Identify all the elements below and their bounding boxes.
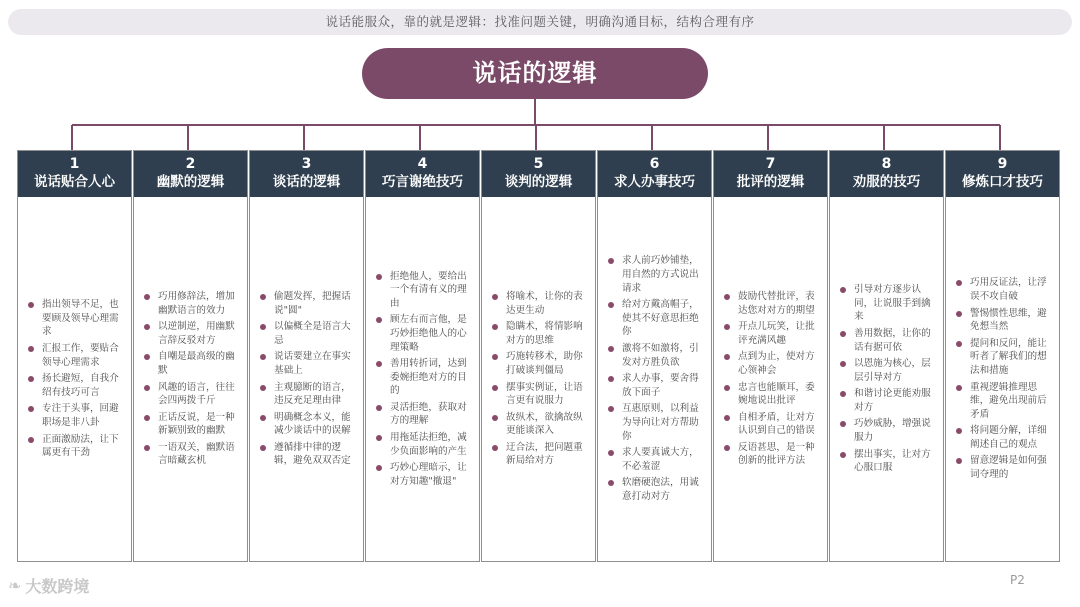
bullet-dot-icon [492, 324, 498, 330]
list-item-text: 以恩施为核心，层层引导对方 [854, 358, 931, 383]
list-item [258, 350, 357, 377]
bullet-dot-icon [376, 361, 382, 367]
bullet-dot-icon [724, 354, 730, 360]
bullet-dot-icon [840, 361, 846, 367]
bullet-dot-icon [260, 324, 266, 330]
list-item [954, 381, 1053, 422]
list-item-text: 巧用修辞法，增加幽默语言的效力 [158, 290, 235, 316]
column-header [482, 151, 595, 197]
bullet-dot-icon [724, 445, 730, 451]
column-number: 6 [649, 156, 660, 172]
list-item-text: 激将不如激将，引发对方胜负欲 [622, 343, 699, 368]
column-header [18, 151, 131, 197]
list-item-text: 顾左右而言他，是巧妙拒绝他人的心理策略 [390, 314, 467, 353]
list-item-text: 指出领导不足，也要顾及领导心理需求 [42, 299, 119, 338]
list-item [26, 402, 125, 429]
list-item [606, 446, 705, 473]
column-title: 说话贴合人心 [34, 174, 115, 190]
list-item-text: 隐瞒术，将情影响对方的思维 [506, 321, 583, 346]
list-item [954, 454, 1053, 481]
column-header [946, 151, 1059, 197]
list-item [838, 357, 937, 384]
list-item-text: 灵活拒绝，获取对方的理解 [390, 401, 467, 427]
bullet-dot-icon [956, 341, 962, 347]
list-item-text: 忠言也能顺耳，委婉地说出批评 [738, 381, 815, 407]
bullet-dot-icon [376, 317, 382, 323]
list-item-text: 一语双关，幽默语言暗藏玄机 [158, 441, 235, 467]
column-title: 批评的逻辑 [736, 174, 805, 190]
list-item [490, 381, 589, 408]
bullet-dot-icon [840, 391, 846, 397]
list-item-text: 反语甚思，是一种创新的批评方法 [738, 441, 815, 467]
list-item [606, 342, 705, 369]
list-item [954, 276, 1053, 303]
column-header [598, 151, 711, 197]
list-item-text: 求人办事，要舍得放下面子 [622, 373, 699, 398]
bullet-dot-icon [608, 346, 614, 352]
list-item [606, 402, 705, 443]
column-title: 巧言谢绝技巧 [382, 174, 463, 190]
column-6 [597, 150, 712, 562]
list-item-text: 将问题分解，详细阐述自己的观点 [970, 425, 1047, 450]
list-item-text: 扬长避短，自我介绍有技巧可言 [42, 373, 119, 398]
bullet-list [606, 254, 705, 503]
column-body [714, 197, 827, 561]
column-7 [713, 150, 828, 562]
list-item [490, 320, 589, 347]
bullet-list [258, 290, 357, 468]
bullet-dot-icon [376, 465, 382, 471]
list-item [606, 298, 705, 339]
list-item-text: 点到为止，使对方心领神会 [738, 351, 815, 376]
bullet-dot-icon [956, 280, 962, 286]
bullet-dot-icon [376, 274, 382, 280]
column-9 [945, 150, 1060, 562]
list-item-text: 软磨硬泡法，用诚意打动对方 [622, 477, 699, 502]
bullet-list [374, 270, 473, 489]
bullet-dot-icon [144, 385, 150, 391]
list-item [142, 350, 241, 377]
list-item-text: 拒绝他人，要给出一个有清有义的理由 [390, 270, 467, 309]
list-item [954, 307, 1053, 334]
list-item [606, 476, 705, 503]
list-item [722, 350, 821, 377]
bullet-dot-icon [28, 302, 34, 308]
list-item [142, 320, 241, 347]
bullet-dot-icon [608, 406, 614, 412]
list-item [954, 424, 1053, 451]
bullet-dot-icon [724, 415, 730, 421]
bullet-dot-icon [724, 385, 730, 391]
bullet-dot-icon [144, 294, 150, 300]
bullet-list [26, 298, 125, 460]
list-item [838, 417, 937, 444]
bullet-dot-icon [840, 421, 846, 427]
list-item-text: 巧妙威胁，增强说服力 [854, 418, 931, 444]
bullet-list [722, 290, 821, 468]
list-item [722, 381, 821, 408]
list-item-text: 巧施转移术，助你打破谈判僵局 [506, 351, 583, 376]
page-number: P2 [1010, 573, 1025, 587]
list-item [26, 298, 125, 339]
list-item [258, 290, 357, 317]
list-item [142, 411, 241, 438]
column-number: 7 [765, 156, 776, 172]
column-number: 2 [185, 156, 196, 172]
logo-mark-icon: ❧ [8, 576, 22, 595]
column-number: 4 [417, 156, 428, 172]
column-header [366, 151, 479, 197]
list-item [142, 441, 241, 468]
bullet-dot-icon [956, 458, 962, 464]
bullet-dot-icon [28, 437, 34, 443]
column-header [714, 151, 827, 197]
column-body [18, 197, 131, 561]
list-item-text: 风趣的语言，往往会四两拨千斤 [158, 381, 235, 407]
list-item-text: 摆事实例证，让语言更有说服力 [506, 381, 583, 407]
column-title: 修炼口才技巧 [962, 174, 1043, 190]
column-header [250, 151, 363, 197]
bullet-dot-icon [492, 415, 498, 421]
column-number: 5 [533, 156, 544, 172]
list-item [490, 411, 589, 438]
column-body [946, 197, 1059, 561]
list-item-text: 引导对方逐步认同，让说服手到擒来 [854, 284, 931, 323]
list-item-text: 求人要真诚大方，不必羞涩 [622, 447, 699, 472]
bullet-list [954, 276, 1053, 481]
column-body [598, 197, 711, 561]
list-item-text: 明确概念本义，能减少谈话中的误解 [274, 411, 351, 437]
column-2 [133, 150, 248, 562]
column-number: 9 [997, 156, 1008, 172]
column-1 [17, 150, 132, 562]
list-item [838, 327, 937, 354]
bullet-dot-icon [260, 294, 266, 300]
bullet-dot-icon [840, 287, 846, 293]
column-3 [249, 150, 364, 562]
bullet-dot-icon [28, 376, 34, 382]
column-body [366, 197, 479, 561]
bullet-dot-icon [28, 406, 34, 412]
list-item-text: 故纵术，欲擒故纵更能谈深入 [506, 411, 583, 437]
column-number: 3 [301, 156, 312, 172]
list-item [722, 290, 821, 317]
bullet-dot-icon [144, 415, 150, 421]
bullet-dot-icon [492, 385, 498, 391]
list-item [258, 320, 357, 347]
list-item-text: 说话要建立在事实基础上 [274, 351, 351, 376]
bullet-dot-icon [956, 428, 962, 434]
column-title: 劝服的技巧 [852, 174, 921, 190]
bullet-dot-icon [260, 354, 266, 360]
bullet-dot-icon [144, 445, 150, 451]
list-item [722, 441, 821, 468]
list-item-text: 将喻术，让你的表达更生动 [506, 290, 583, 316]
list-item-text: 重视逻辑推理思维，避免出现前后矛盾 [970, 381, 1047, 420]
bullet-dot-icon [608, 302, 614, 308]
list-item [142, 290, 241, 317]
list-item [606, 372, 705, 399]
logo-text: 大数跨境 [25, 577, 90, 596]
bullet-dot-icon [956, 385, 962, 391]
list-item-text: 遵循排中律的逻辑，避免双双否定 [274, 441, 351, 467]
list-item-text: 以逆制逆，用幽默言辞反驳对方 [158, 321, 235, 346]
list-item [258, 441, 357, 468]
list-item-text: 摆出事实，让对方心服口服 [854, 448, 931, 474]
bullet-dot-icon [956, 311, 962, 317]
bullet-list [142, 290, 241, 468]
list-item [374, 270, 473, 311]
column-title: 谈判的逻辑 [504, 174, 573, 190]
list-item [142, 381, 241, 408]
column-header [830, 151, 943, 197]
column-title: 求人办事技巧 [614, 174, 695, 190]
bullet-dot-icon [144, 324, 150, 330]
column-body [830, 197, 943, 561]
bullet-dot-icon [260, 415, 266, 421]
list-item [490, 441, 589, 468]
bullet-dot-icon [608, 376, 614, 382]
column-body [482, 197, 595, 561]
list-item-text: 给对方戴高帽子，使其不好意思拒绝你 [622, 299, 699, 338]
list-item [838, 283, 937, 324]
list-item-text: 主观臆断的语言，违反充足理由律 [274, 381, 351, 407]
list-item [722, 411, 821, 438]
list-item-text: 留意逻辑是如何强词夺理的 [970, 455, 1047, 481]
list-item-text: 迂合法，把问题重新局给对方 [506, 441, 583, 467]
bullet-dot-icon [492, 445, 498, 451]
bullet-dot-icon [492, 294, 498, 300]
bullet-dot-icon [608, 480, 614, 486]
column-title: 幽默的逻辑 [156, 174, 225, 190]
list-item [374, 313, 473, 354]
list-item-text: 巧用反证法，让浮误不攻自破 [970, 277, 1047, 302]
bullet-dot-icon [28, 346, 34, 352]
bullet-dot-icon [376, 435, 382, 441]
list-item-text: 自相矛盾，让对方认识到自己的错误 [738, 411, 815, 437]
list-item-text: 偷题发挥，把握话说"圆" [274, 290, 351, 316]
column-number: 8 [881, 156, 892, 172]
bullet-dot-icon [376, 405, 382, 411]
column-body [134, 197, 247, 561]
bullet-dot-icon [260, 445, 266, 451]
list-item-text: 善用转折词，达到委婉拒绝对方的目的 [390, 358, 467, 397]
list-item-text: 求人前巧妙铺垫，用自然的方式说出请求 [622, 255, 699, 294]
list-item [374, 431, 473, 458]
bullet-list [838, 283, 937, 475]
list-item [838, 448, 937, 475]
list-item [374, 401, 473, 428]
brand-logo [8, 574, 89, 597]
list-item-text: 巧妙心理暗示，让对方知趣"撤退" [390, 462, 467, 487]
list-item-text: 专注于头事，回避职场是非八卦 [42, 403, 119, 428]
list-item-text: 善用数据，让你的话有据可依 [854, 327, 931, 353]
bullet-dot-icon [144, 354, 150, 360]
column-number: 1 [69, 156, 80, 172]
list-item [954, 337, 1053, 378]
main-title: 说话的逻辑 [362, 48, 708, 99]
column-body [250, 197, 363, 561]
list-item-text: 自嘲是最高级的幽默 [158, 351, 235, 376]
list-item [490, 350, 589, 377]
list-item [722, 320, 821, 347]
column-8 [829, 150, 944, 562]
list-item-text: 用拖延法拒绝，减少负面影响的产生 [390, 432, 467, 457]
list-item [26, 372, 125, 399]
column-title: 谈话的逻辑 [272, 174, 341, 190]
column-header [134, 151, 247, 197]
bullet-list [490, 290, 589, 468]
list-item-text: 警惕惯性思维，避免想当然 [970, 307, 1047, 333]
list-item [374, 461, 473, 488]
bullet-dot-icon [608, 258, 614, 264]
list-item-text: 以偏概全是语言大忌 [274, 321, 351, 346]
list-item-text: 正话反说，是一种新颖别致的幽默 [158, 411, 235, 437]
bullet-dot-icon [840, 452, 846, 458]
list-item-text: 提问和反问，能让听者了解我们的想法和措施 [970, 337, 1047, 376]
list-item [606, 254, 705, 295]
tagline-banner: 说话能服众，靠的就是逻辑：找准问题关键，明确沟通目标，结构合理有序 [8, 9, 1072, 35]
list-item [258, 381, 357, 408]
list-item [26, 342, 125, 369]
list-item-text: 汇报工作，要贴合领导心理需求 [42, 343, 119, 368]
bullet-dot-icon [260, 385, 266, 391]
list-item [258, 411, 357, 438]
list-item [374, 357, 473, 398]
list-item-text: 互惠原则，以利益为导向让对方帮助你 [622, 403, 699, 442]
bullet-dot-icon [724, 294, 730, 300]
bullet-dot-icon [608, 450, 614, 456]
bullet-dot-icon [724, 324, 730, 330]
bullet-dot-icon [840, 331, 846, 337]
list-item-text: 鼓励代替批评，表达您对对方的期望 [738, 290, 815, 316]
list-item-text: 开点儿玩笑，让批评充满风趣 [738, 321, 815, 346]
list-item [26, 433, 125, 460]
column-4 [365, 150, 480, 562]
list-item [838, 387, 937, 414]
list-item-text: 正面激励法，让下属更有干劲 [42, 433, 119, 459]
list-item [490, 290, 589, 317]
bullet-dot-icon [492, 354, 498, 360]
column-5 [481, 150, 596, 562]
list-item-text: 和谐讨论更能劝服对方 [854, 388, 931, 413]
